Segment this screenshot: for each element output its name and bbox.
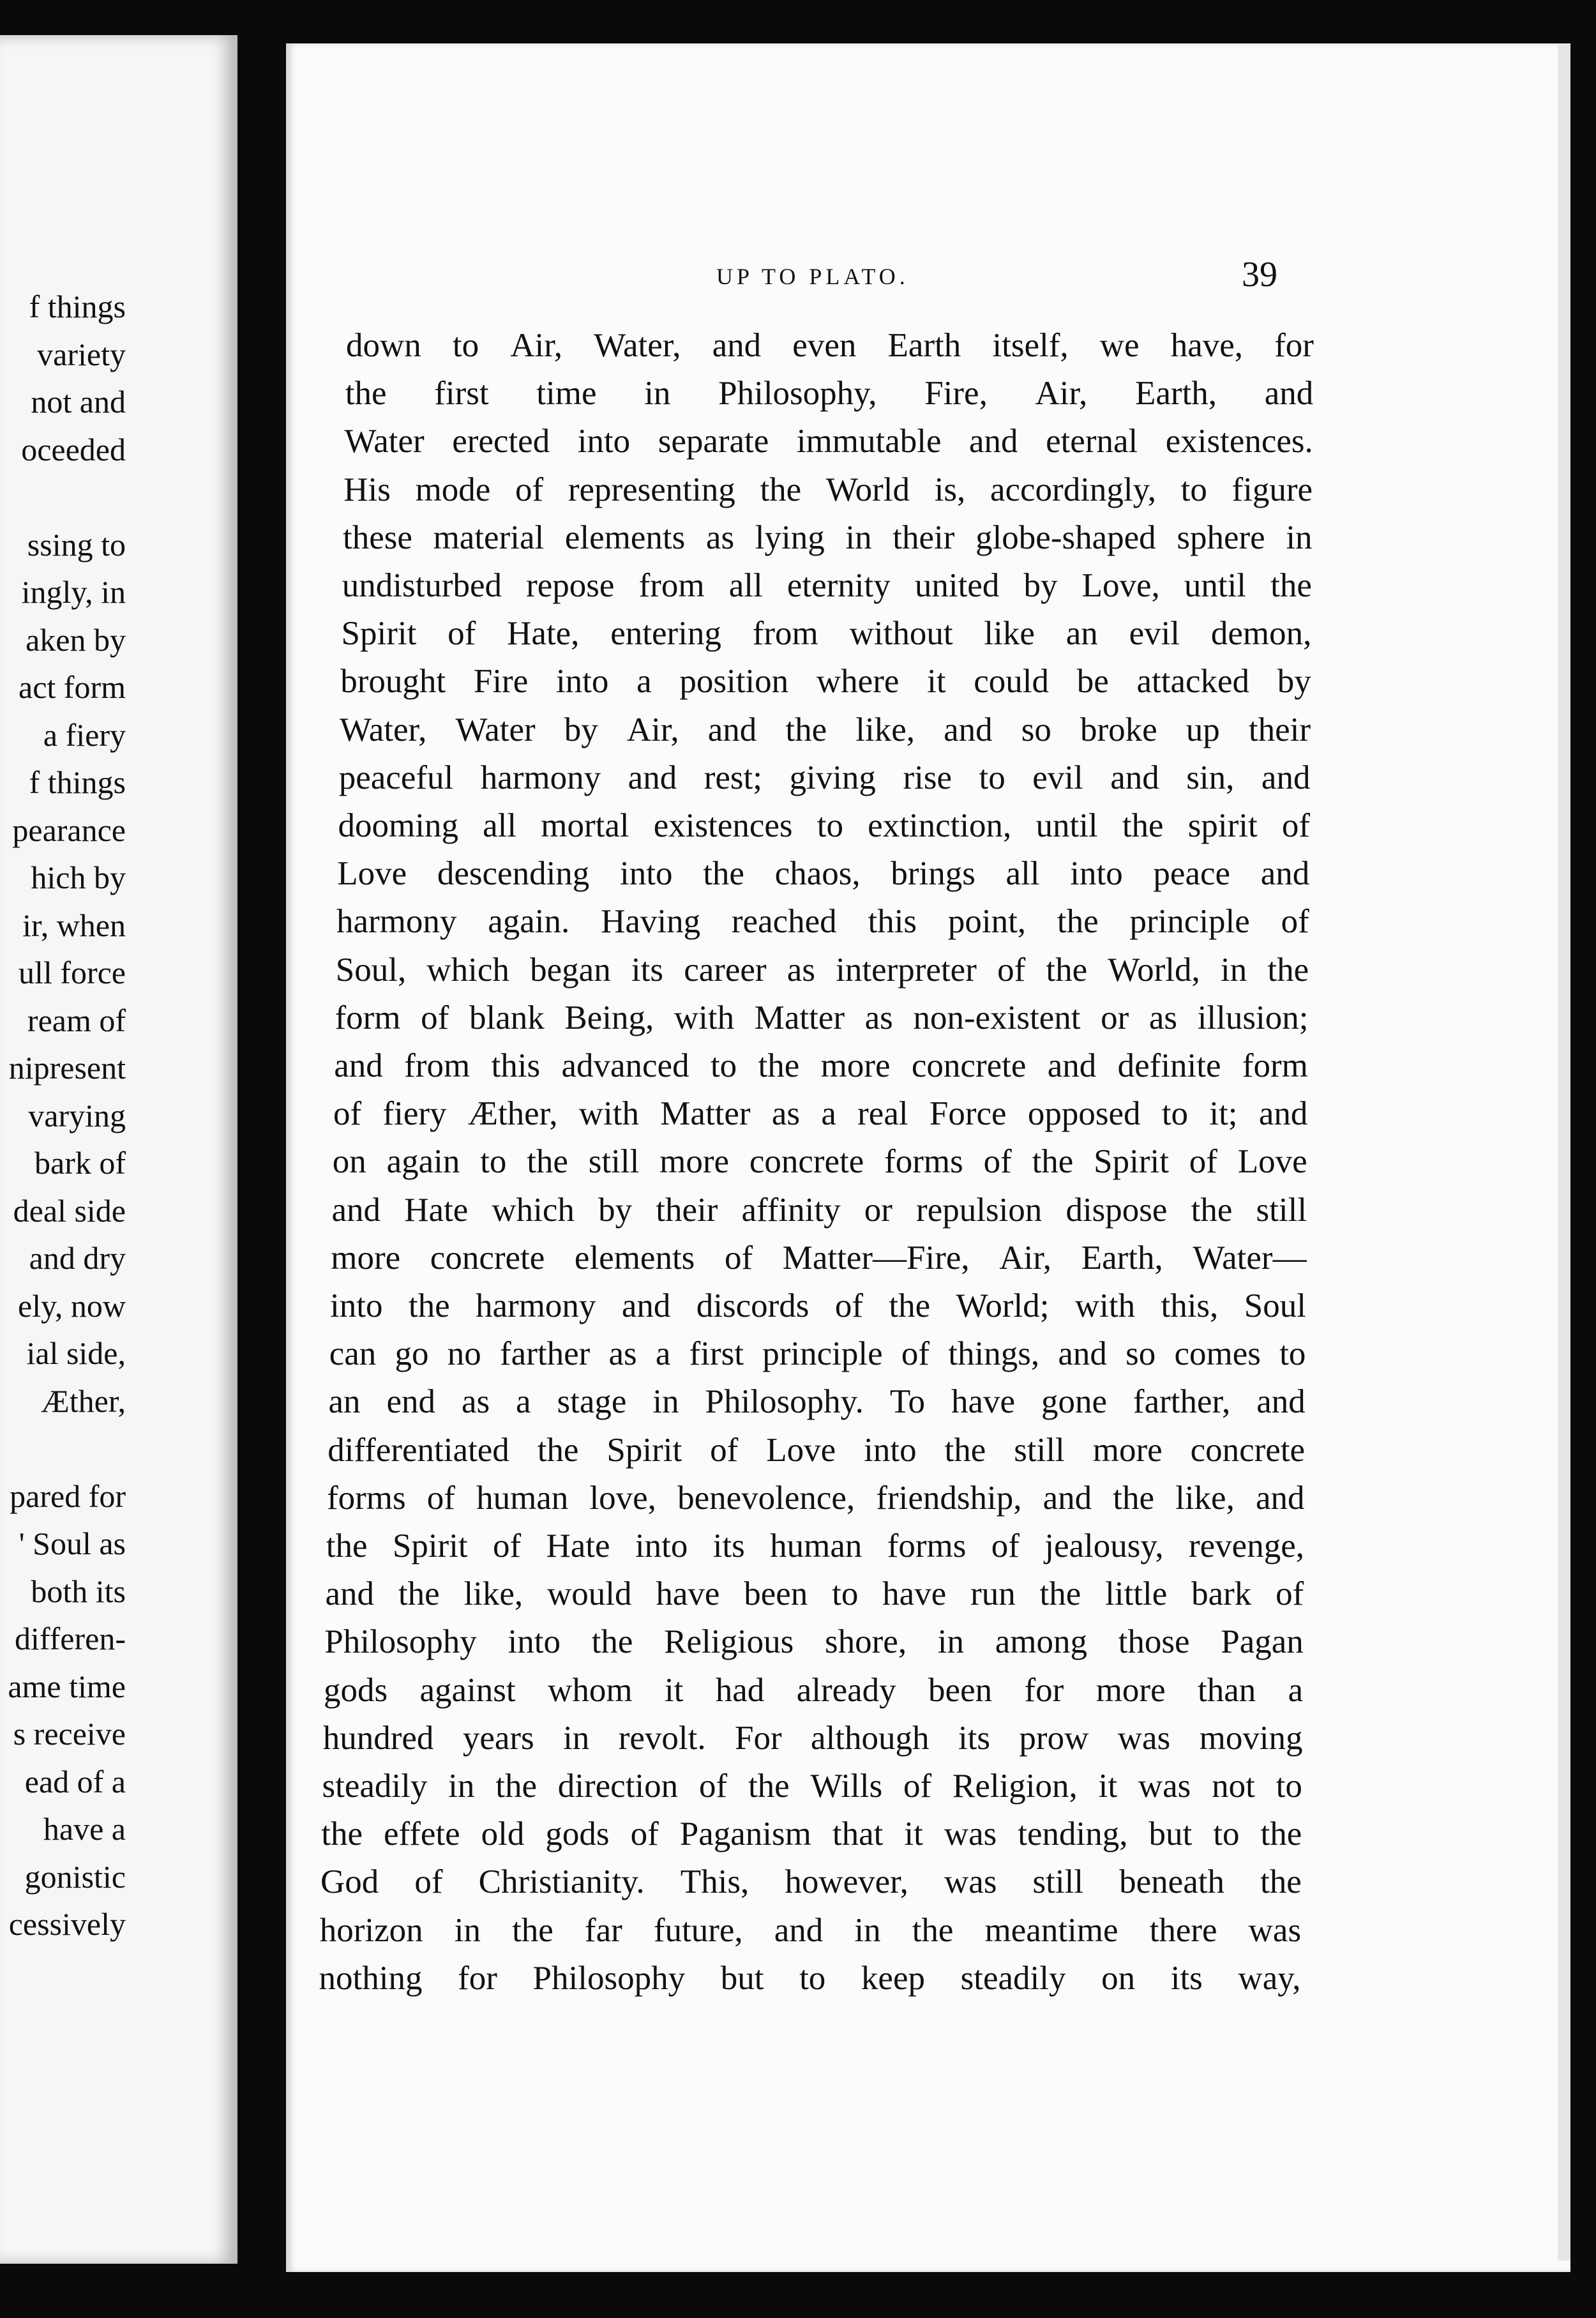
body-line: and the like, would have been to have run the little bark of: [325, 1575, 1304, 1613]
left-fragment-line: ingly, in: [21, 574, 126, 610]
body-line: God of Christianity. This, however, was still beneath the: [320, 1863, 1302, 1901]
body-line: hundred years in revolt. For although its prow was moving: [322, 1719, 1303, 1757]
left-fragment-line: aken by: [26, 621, 126, 658]
body-line: brought Fire into a position where it could be attacked by: [340, 663, 1311, 701]
body-line: Soul, which began its career as interpreter of the World, in the: [335, 951, 1309, 989]
left-fragment-line: ame time: [8, 1668, 126, 1704]
body-line: an end as a stage in Philosophy. To have gone farther, and: [328, 1383, 1306, 1421]
body-line: gods against whom it had already been for more than a: [324, 1671, 1304, 1709]
left-fragment-line: varying: [28, 1097, 126, 1133]
left-fragment-line: deal side: [13, 1192, 126, 1229]
body-line: nothing for Philosophy but to keep steadily on its way,: [319, 1959, 1301, 1997]
running-head: UP TO PLATO.: [716, 264, 909, 289]
body-line: steadily in the direction of the Wills of Religion, it was not to: [322, 1768, 1302, 1805]
body-line: Spirit of Hate, entering from without like an evil demon,: [341, 615, 1312, 653]
body-line: can go no farther as a first principle of things, and so comes to: [329, 1335, 1306, 1373]
body-line: Water, Water by Air, and the like, and so broke up their: [340, 711, 1311, 748]
page-number: 39: [1242, 255, 1277, 294]
left-fragment-line: have a: [43, 1811, 126, 1847]
body-line: His mode of representing the World is, accordingly, to figure: [343, 471, 1313, 508]
body-line: differentiated the Spirit of Love into the still more concrete: [327, 1431, 1306, 1469]
left-fragment-line: act form: [19, 669, 126, 705]
body-line: and from this advanced to the more concrete and definite form: [334, 1047, 1308, 1084]
body-line: Water erected into separate immutable and eternal existences.: [344, 423, 1313, 460]
body-line: into the harmony and discords of the World; with this, Soul: [330, 1287, 1306, 1324]
left-fragment-line: ssing to: [27, 526, 126, 563]
body-line: and Hate which by their affinity or repulsion dispose the still: [331, 1191, 1307, 1229]
body-line: dooming all mortal existences to extinction, until the spirit of: [338, 807, 1310, 844]
left-fragment-line: ' Soul as: [19, 1526, 126, 1561]
left-fragment-line: Æther,: [41, 1382, 126, 1419]
left-fragment-line: ial side,: [26, 1335, 126, 1371]
left-fragment-line: f things: [29, 764, 126, 800]
body-line: forms of human love, benevolence, friendship, and the like, and: [327, 1479, 1305, 1517]
left-fragment-line: differen-: [15, 1621, 126, 1656]
body-line: the effete old gods of Paganism that it was tending, but to the: [321, 1815, 1302, 1853]
body-line: harmony again. Having reached this point, the principle of: [336, 903, 1309, 941]
body-line: more concrete elements of Matter—Fire, Air, Earth, Water—: [331, 1239, 1307, 1276]
left-fragment-line: hich by: [31, 860, 126, 895]
left-fragment-line: not and: [31, 384, 126, 420]
left-fragment-line: ir, when: [22, 907, 126, 943]
body-line: form of blank Being, with Matter as non-existent or as illusion;: [335, 999, 1309, 1036]
left-fragment-line: f things: [29, 289, 126, 324]
left-fragment-line: and dry: [29, 1240, 126, 1276]
left-fragment-line: pearance: [12, 812, 126, 848]
body-line: on again to the still more concrete forms of the Spirit of Love: [332, 1143, 1307, 1181]
body-line: down to Air, Water, and even Earth itself, we have, for: [346, 327, 1314, 364]
left-fragment-line: oceeded: [21, 431, 126, 467]
body-line: of fiery Æther, with Matter as a real Force opposed to it; and: [333, 1095, 1308, 1133]
left-fragment-line: bark of: [34, 1145, 126, 1181]
left-fragment-line: ream of: [27, 1002, 126, 1038]
body-line: undisturbed repose from all eternity united by Love, until the: [342, 567, 1312, 604]
left-fragment-line: gonistic: [24, 1858, 126, 1895]
body-line: Love descending into the chaos, brings all into peace and: [337, 855, 1310, 893]
left-fragment-line: ead of a: [24, 1763, 126, 1799]
left-fragment-line: variety: [37, 336, 126, 372]
left-fragment-line: cessively: [8, 1906, 126, 1942]
body-line: these material elements as lying in their globe-shaped sphere in: [343, 519, 1313, 556]
body-line: Philosophy into the Religious shore, in among those Pagan: [324, 1623, 1304, 1661]
body-line: the first time in Philosophy, Fire, Air, Earth, and: [345, 375, 1314, 413]
left-fragment-line: ull force: [19, 955, 126, 990]
left-fragment-line: ely, now: [18, 1287, 126, 1324]
body-line: horizon in the far future, and in the meantime there was: [319, 1911, 1302, 1949]
left-fragment-line: a fiery: [43, 716, 126, 753]
body-line: the Spirit of Hate into its human forms of jealousy, revenge,: [326, 1527, 1304, 1564]
left-fragment-line: both its: [31, 1573, 126, 1609]
left-fragment-line: s receive: [13, 1716, 126, 1752]
left-fragment-line: nipresent: [8, 1050, 126, 1086]
left-fragment-line: pared for: [10, 1478, 126, 1514]
body-line: peaceful harmony and rest; giving rise to evil and sin, and: [338, 759, 1311, 796]
